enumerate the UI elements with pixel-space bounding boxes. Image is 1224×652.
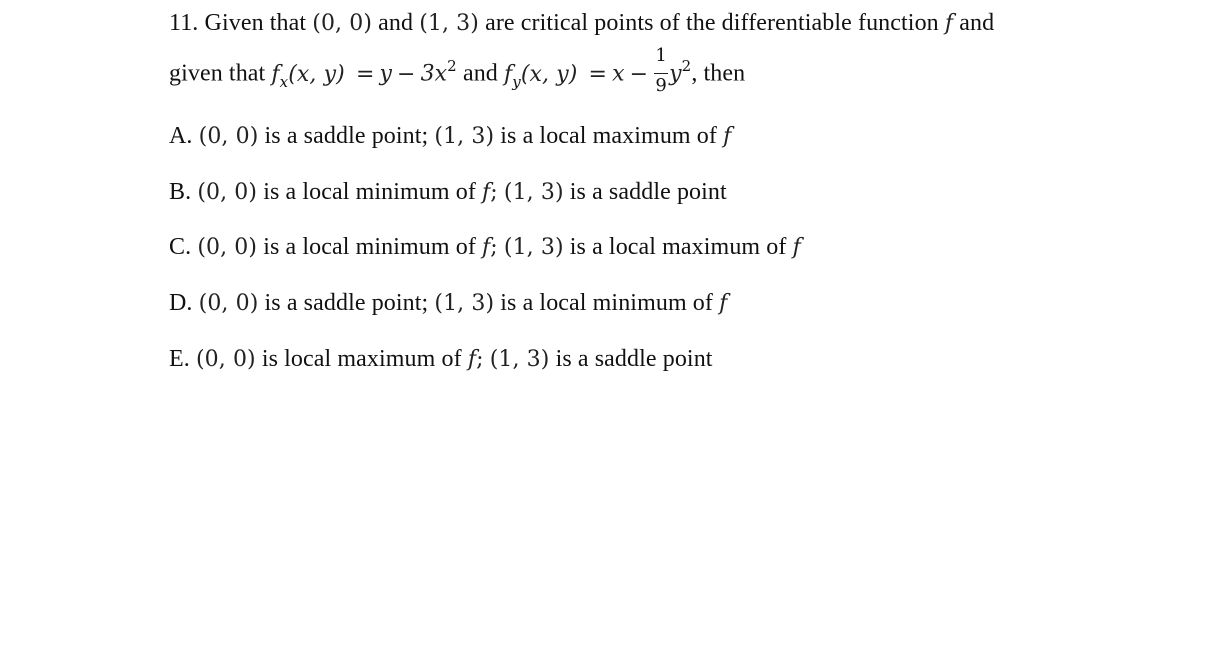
math-point: (1, 3) <box>503 235 564 260</box>
math-point: (0, 0) <box>312 11 373 36</box>
math-function-name: f <box>792 235 801 260</box>
option-letter: A. <box>169 123 193 149</box>
option-letter: B. <box>169 179 192 205</box>
option-text: is a saddle point; <box>264 290 429 316</box>
math-point: (0, 0) <box>198 291 259 316</box>
question-text: , then <box>691 60 746 87</box>
math-function-name: f <box>467 347 477 372</box>
math-equals: = <box>355 61 375 87</box>
math-point: (1, 3) <box>489 347 550 372</box>
math-function-name: f <box>482 180 491 205</box>
option-d <box>169 288 727 319</box>
math-args: (x, y) <box>520 61 578 87</box>
math-fy <box>504 61 578 91</box>
math-point: (0, 0) <box>197 235 258 260</box>
math-function-name: f <box>723 124 732 149</box>
math-point: (0, 0) <box>195 347 256 372</box>
math-semicolon: ; <box>490 235 498 260</box>
math-function-name: f <box>482 235 491 260</box>
math-point: (1, 3) <box>434 291 495 316</box>
math-point: (1, 3) <box>434 124 495 149</box>
option-text: is a local maximum of <box>500 123 717 149</box>
math-var: y <box>669 61 682 87</box>
option-text: is a saddle point <box>569 179 727 205</box>
question-text: given that <box>169 60 266 87</box>
math-subscript: x <box>279 72 289 91</box>
math-function-name: f <box>719 291 728 316</box>
math-semicolon: ; <box>490 180 498 205</box>
math-point: (0, 0) <box>197 180 258 205</box>
option-c <box>169 232 801 263</box>
math-superscript: 2 <box>681 56 692 75</box>
math-function-name: f <box>944 11 954 36</box>
fraction-denominator: 9 <box>655 75 667 96</box>
math-fx <box>271 61 345 91</box>
option-e <box>169 344 713 375</box>
option-text: is a saddle point; <box>264 123 429 149</box>
question-number: 11. <box>169 10 199 36</box>
math-args: (x, y) <box>288 61 345 87</box>
option-letter: C. <box>169 234 192 260</box>
fraction-bar <box>654 73 668 74</box>
math-f: f <box>504 61 513 87</box>
option-text: is a saddle point <box>555 346 713 372</box>
option-text: is local maximum of <box>261 346 462 372</box>
math-point: (1, 3) <box>503 180 564 205</box>
option-letter: D. <box>169 290 193 316</box>
question-text: are critical points of the differentiable function <box>485 10 939 36</box>
math-point: (0, 0) <box>198 124 259 149</box>
question-text: and <box>378 10 414 36</box>
math-semicolon: ; <box>476 347 484 372</box>
option-text: is a local maximum of <box>569 234 787 260</box>
math-minus: − <box>397 61 416 87</box>
math-superscript: 2 <box>447 56 457 75</box>
math-point: (1, 3) <box>419 11 479 36</box>
question-text: Given that <box>204 10 307 36</box>
question-text: and <box>462 60 498 87</box>
option-text: is a local minimum of <box>263 234 476 260</box>
option-text: is a local minimum of <box>263 179 476 205</box>
math-var: x <box>612 61 625 87</box>
math-var: y <box>379 61 393 87</box>
option-text: is a local minimum of <box>500 290 713 316</box>
option-a <box>169 121 731 152</box>
math-subscript: y <box>512 72 521 91</box>
fraction-numerator: 1 <box>655 45 667 66</box>
math-minus: − <box>629 61 649 87</box>
question-text: and <box>959 10 995 36</box>
math-f: f <box>271 61 280 87</box>
math-term: 3x <box>420 61 448 87</box>
option-b <box>169 177 727 208</box>
option-letter: E. <box>169 346 190 372</box>
math-fraction <box>654 45 668 101</box>
math-equals: = <box>588 61 608 87</box>
question-line-2 <box>169 45 746 101</box>
question-line-1 <box>169 8 994 39</box>
